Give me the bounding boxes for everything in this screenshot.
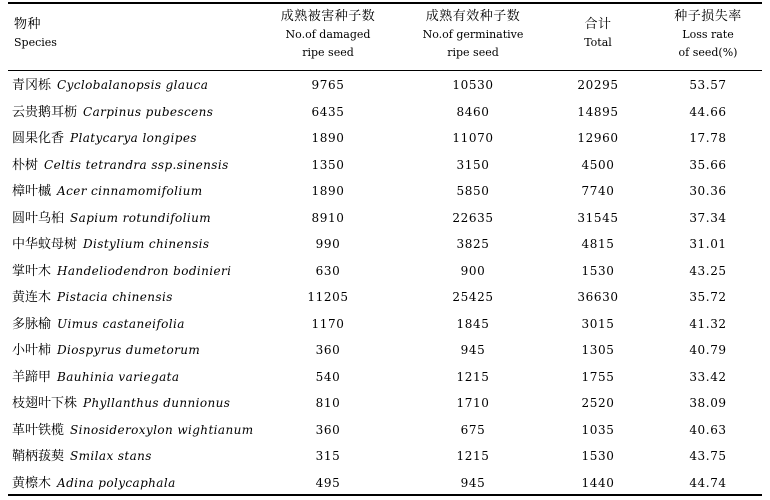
species-latin: Distylium chinensis (83, 237, 210, 251)
damaged-cell: 9765 (311, 78, 345, 92)
loss-rate-cell: 38.09 (689, 396, 727, 410)
total-cell: 14895 (577, 104, 619, 119)
total-cell: 2520 (581, 396, 615, 410)
species-zh: 青冈栎 (12, 78, 52, 93)
species-cell (12, 231, 209, 259)
loss-rate-cell: 53.57 (689, 78, 727, 92)
damaged-cell: 360 (315, 422, 341, 437)
germinative-cell: 10530 (452, 78, 494, 92)
species-cell (12, 152, 229, 180)
species-cell (12, 284, 173, 312)
species-zh: 黄连木 (12, 290, 52, 305)
total-cell: 1530 (581, 263, 615, 278)
header-loss-zh: 种子损失率 (674, 9, 742, 24)
damaged-cell: 6435 (311, 104, 345, 119)
damaged-cell: 1890 (311, 131, 345, 145)
species-zh: 枝翅叶下株 (12, 396, 78, 411)
damaged-cell: 630 (315, 263, 341, 278)
species-zh: 樟叶槭 (12, 184, 52, 199)
germinative-cell: 1845 (456, 316, 490, 331)
species-latin: Pistacia chinensis (57, 290, 173, 304)
total-cell: 36630 (577, 290, 619, 304)
table-row (8, 125, 762, 152)
table-row (8, 311, 762, 338)
header-total-zh: 合计 (584, 17, 612, 32)
species-zh: 黄檫木 (12, 475, 52, 491)
species-latin: Handeliodendron bodinieri (57, 263, 232, 278)
header-damaged-en1: No.of damaged (285, 28, 371, 41)
germinative-cell: 25425 (452, 290, 494, 304)
header-germ-zh: 成熟有效种子数 (425, 9, 521, 24)
header-total (548, 16, 648, 78)
loss-rate-cell: 44.66 (689, 104, 727, 119)
species-zh: 朴树 (12, 157, 39, 173)
germinative-cell: 1215 (456, 449, 490, 463)
total-cell: 12960 (577, 131, 619, 145)
species-cell (12, 205, 211, 233)
species-zh: 革叶铁榄 (12, 422, 65, 438)
header-germ-en1: No.of germinative (422, 28, 524, 41)
total-cell: 4500 (581, 157, 615, 172)
species-zh: 云贵鹅耳枥 (12, 104, 78, 120)
header-total-en: Total (584, 36, 612, 49)
total-cell: 1755 (581, 369, 615, 384)
table-row (8, 205, 762, 232)
damaged-cell: 810 (315, 396, 341, 410)
species-zh: 掌叶木 (12, 263, 52, 279)
germinative-cell: 5850 (456, 184, 490, 198)
species-cell (12, 390, 230, 418)
species-cell (12, 125, 197, 153)
loss-rate-cell: 30.36 (689, 184, 727, 198)
header-damaged (258, 8, 398, 70)
table-row (8, 443, 762, 470)
loss-rate-cell: 31.01 (689, 237, 727, 251)
total-cell: 1035 (581, 422, 615, 437)
species-latin: Acer cinnamomifolium (57, 184, 203, 198)
species-latin: Carpinus pubescens (83, 104, 214, 119)
damaged-cell: 360 (315, 343, 341, 357)
species-latin: Smilax stans (70, 449, 152, 463)
header-species (14, 16, 57, 78)
loss-rate-cell: 40.79 (689, 343, 727, 357)
species-zh: 羊蹄甲 (12, 369, 52, 385)
species-cell (12, 258, 231, 286)
header-loss-en2: of seed(%) (678, 46, 738, 59)
header-species-en: Species (14, 36, 57, 49)
damaged-cell: 990 (315, 237, 341, 251)
table-top-rule (8, 2, 762, 4)
species-latin: Platycarya longipes (70, 131, 197, 145)
germinative-cell: 3825 (456, 237, 490, 251)
damaged-cell: 8910 (311, 210, 345, 225)
loss-rate-cell: 17.78 (689, 131, 727, 145)
species-cell (12, 337, 200, 365)
total-cell: 31545 (577, 210, 619, 225)
species-zh: 中华蚊母树 (12, 237, 78, 252)
table-bottom-rule (8, 494, 762, 496)
species-latin: Diospyrus dumetorum (57, 343, 201, 357)
germinative-cell: 675 (460, 422, 486, 437)
loss-rate-cell: 41.32 (689, 316, 727, 331)
table-row (8, 417, 762, 444)
species-cell (12, 178, 203, 206)
table-row (8, 364, 762, 391)
table-header-rule (8, 70, 762, 71)
total-cell: 1530 (581, 449, 615, 463)
species-cell (12, 417, 254, 445)
loss-rate-cell: 33.42 (689, 369, 727, 384)
species-zh: 圆叶乌桕 (12, 210, 65, 226)
damaged-cell: 315 (315, 449, 341, 463)
total-cell: 20295 (577, 78, 619, 92)
species-zh: 圆果化香 (12, 131, 65, 146)
loss-rate-cell: 35.72 (689, 290, 727, 304)
damaged-cell: 495 (315, 475, 341, 490)
species-zh: 多脉榆 (12, 316, 52, 332)
damaged-cell: 540 (315, 369, 341, 384)
species-zh: 鞘柄菝葜 (12, 449, 65, 464)
germinative-cell: 11070 (452, 131, 494, 145)
table-row (8, 390, 762, 417)
table-row (8, 231, 762, 258)
header-damaged-en2: ripe seed (302, 46, 354, 59)
species-latin: Adina polycaphala (57, 475, 176, 490)
germinative-cell: 8460 (456, 104, 490, 119)
germinative-cell: 1215 (456, 369, 490, 384)
header-loss-en1: Loss rate (682, 28, 734, 41)
species-latin: Sapium rotundifolium (70, 210, 212, 225)
germinative-cell: 945 (460, 343, 486, 357)
species-latin: Sinosideroxylon wightianum (70, 422, 254, 437)
species-latin: Bauhinia variegata (57, 369, 180, 384)
damaged-cell: 1350 (311, 157, 345, 172)
loss-rate-cell: 37.34 (689, 210, 727, 225)
species-cell (12, 311, 185, 339)
species-latin: Phyllanthus dunnionus (83, 396, 231, 410)
table-row (8, 178, 762, 205)
header-germinative (403, 8, 543, 70)
total-cell: 3015 (581, 316, 615, 331)
total-cell: 1305 (581, 343, 615, 357)
table-row (8, 284, 762, 311)
total-cell: 4815 (581, 237, 615, 251)
table-row (8, 72, 762, 99)
species-cell (12, 364, 179, 392)
loss-rate-cell: 44.74 (689, 475, 727, 490)
germinative-cell: 945 (460, 475, 486, 490)
species-cell (12, 72, 208, 100)
germinative-cell: 22635 (452, 210, 494, 225)
total-cell: 7740 (581, 184, 615, 198)
table-row (8, 258, 762, 285)
species-cell (12, 470, 176, 498)
table-row (8, 152, 762, 179)
damaged-cell: 11205 (307, 290, 349, 304)
header-damaged-zh: 成熟被害种子数 (280, 9, 376, 24)
loss-rate-cell: 40.63 (689, 422, 727, 437)
table-row (8, 470, 762, 497)
header-loss-rate (653, 8, 763, 70)
loss-rate-cell: 35.66 (689, 157, 727, 172)
damaged-cell: 1170 (311, 316, 345, 331)
table-row (8, 99, 762, 126)
loss-rate-cell: 43.25 (689, 263, 727, 278)
loss-rate-cell: 43.75 (689, 449, 727, 463)
species-latin: Uimus castaneifolia (57, 316, 185, 331)
species-latin: Celtis tetrandra ssp.sinensis (44, 157, 229, 172)
germinative-cell: 900 (460, 263, 486, 278)
species-latin: Cyclobalanopsis glauca (57, 78, 209, 92)
header-species-zh: 物种 (14, 17, 42, 32)
germinative-cell: 3150 (456, 157, 490, 172)
species-cell (12, 443, 152, 471)
header-germ-en2: ripe seed (447, 46, 499, 59)
damaged-cell: 1890 (311, 184, 345, 198)
table-row (8, 337, 762, 364)
species-cell (12, 99, 213, 127)
total-cell: 1440 (581, 475, 615, 490)
species-zh: 小叶柿 (12, 343, 52, 358)
germinative-cell: 1710 (456, 396, 490, 410)
table-body (8, 72, 762, 496)
